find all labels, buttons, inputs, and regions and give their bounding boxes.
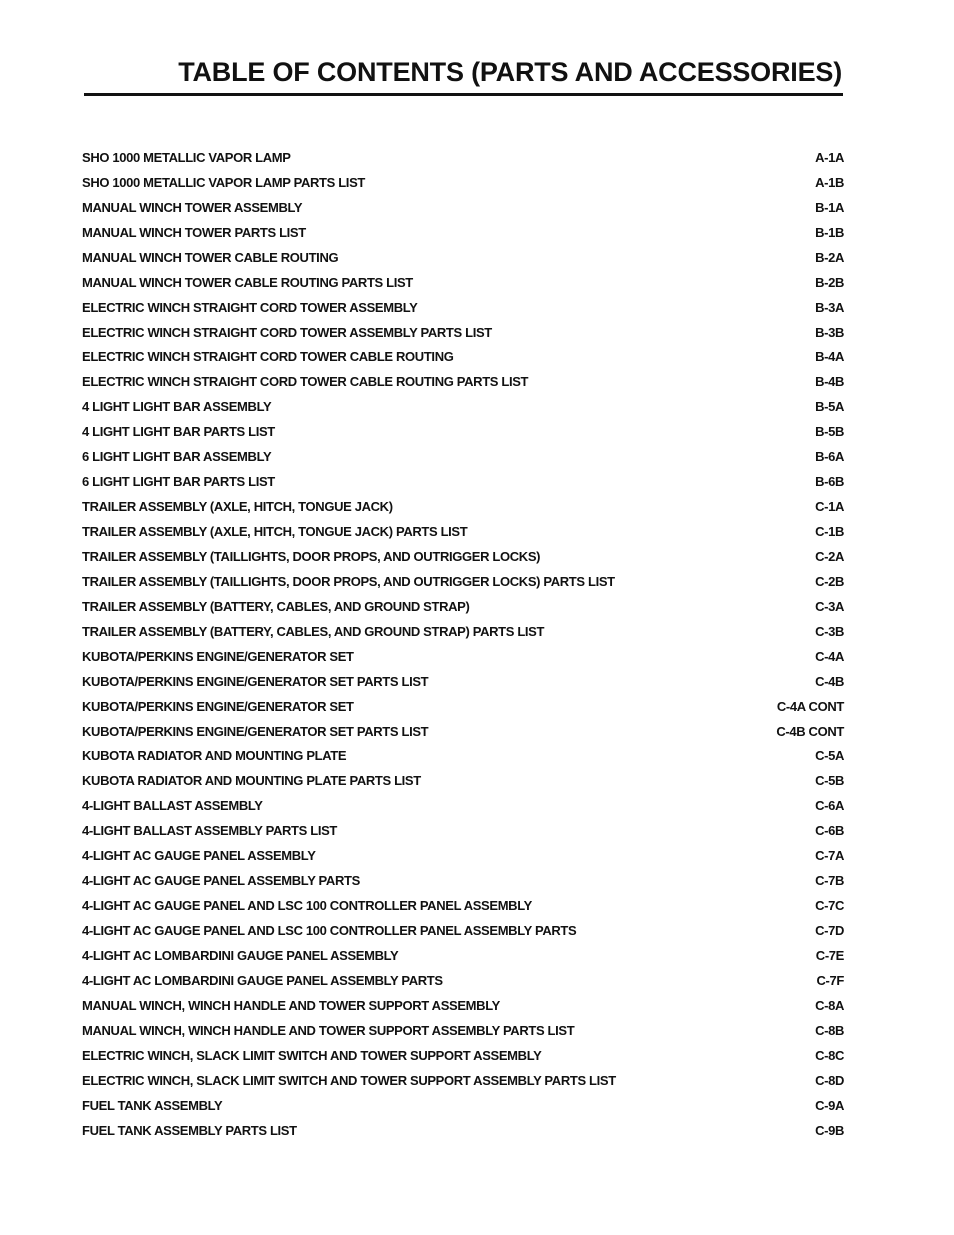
toc-entry[interactable] [82,369,844,394]
toc-entry-page-ref: C-9A [815,1097,844,1113]
toc-entry-title: MANUAL WINCH TOWER ASSEMBLY [82,199,303,215]
toc-entry[interactable] [82,719,844,744]
toc-entry[interactable] [82,918,844,943]
toc-entry-title: 4-LIGHT BALLAST ASSEMBLY [82,798,263,814]
toc-entry-title: ELECTRIC WINCH STRAIGHT CORD TOWER ASSEMBLY PARTS LIST [82,324,492,340]
toc-entry-title: TRAILER ASSEMBLY (BATTERY, CABLES, AND GROUND STRAP) PARTS LIST [82,623,545,639]
toc-entry[interactable] [82,320,844,345]
toc-entry-title: FUEL TANK ASSEMBLY [82,1097,223,1113]
toc-entry-page-ref: B-2A [815,249,844,265]
toc-entry-title: 4 LIGHT LIGHT BAR ASSEMBLY [82,399,272,415]
toc-entry-page-ref: C-9B [815,1122,844,1138]
toc-entry-page-ref: B-2B [815,274,844,290]
toc-entry-page-ref: A-1B [815,174,844,190]
toc-entry-title: 4-LIGHT AC GAUGE PANEL ASSEMBLY [82,848,316,864]
toc-entry-page-ref: B-1A [815,199,844,215]
toc-entry[interactable] [82,793,844,818]
toc-entry-title: SHO 1000 METALLIC VAPOR LAMP [82,149,291,165]
toc-entry[interactable] [82,519,844,544]
toc-entry-title: 6 LIGHT LIGHT BAR ASSEMBLY [82,449,272,465]
title-underline [84,93,843,96]
toc-entry[interactable] [82,270,844,295]
toc-entry[interactable] [82,345,844,370]
toc-entry-title: MANUAL WINCH, WINCH HANDLE AND TOWER SUPPORT ASSEMBLY PARTS LIST [82,1022,575,1038]
toc-entry-title: KUBOTA/PERKINS ENGINE/GENERATOR SET PARTS LIST [82,673,429,689]
toc-entry-title: SHO 1000 METALLIC VAPOR LAMP PARTS LIST [82,174,365,190]
toc-entry-page-ref: C-7B [815,873,844,889]
toc-entry[interactable] [82,619,844,644]
toc-entry-title: 4-LIGHT AC GAUGE PANEL AND LSC 100 CONTROLLER PANEL ASSEMBLY PARTS [82,923,577,939]
toc-entry[interactable] [82,245,844,270]
toc-entry[interactable] [82,694,844,719]
toc-entry-page-ref: C-6A [815,798,844,814]
toc-entry[interactable] [82,893,844,918]
toc-entry[interactable] [82,1093,844,1118]
toc-entry-page-ref: A-1A [815,149,844,165]
toc-entry-title: ELECTRIC WINCH, SLACK LIMIT SWITCH AND TOWER SUPPORT ASSEMBLY [82,1047,542,1063]
toc-entry[interactable] [82,744,844,769]
toc-entry[interactable] [82,768,844,793]
toc-entry-title: TRAILER ASSEMBLY (TAILLIGHTS, DOOR PROPS, AND OUTRIGGER LOCKS) PARTS LIST [82,573,615,589]
toc-entry-title: 6 LIGHT LIGHT BAR PARTS LIST [82,474,275,490]
toc-entry-title: MANUAL WINCH TOWER CABLE ROUTING [82,249,339,265]
toc-entry-page-ref: C-8D [815,1072,844,1088]
toc-entry-title: MANUAL WINCH TOWER CABLE ROUTING PARTS LIST [82,274,413,290]
toc-entry[interactable] [82,669,844,694]
toc-entry[interactable] [82,993,844,1018]
toc-entry-page-ref: B-4A [815,349,844,365]
toc-entry-page-ref: C-8C [815,1047,844,1063]
toc-entry-page-ref: B-3B [815,324,844,340]
toc-entry-title: KUBOTA RADIATOR AND MOUNTING PLATE [82,748,347,764]
table-of-contents-list [82,145,844,1143]
toc-entry-title: ELECTRIC WINCH STRAIGHT CORD TOWER ASSEMBLY [82,299,418,315]
toc-entry-page-ref: C-8B [815,1022,844,1038]
toc-entry-title: KUBOTA/PERKINS ENGINE/GENERATOR SET PARTS LIST [82,723,429,739]
toc-entry-page-ref: C-5A [815,748,844,764]
toc-entry[interactable] [82,544,844,569]
toc-entry-title: 4-LIGHT AC GAUGE PANEL AND LSC 100 CONTROLLER PANEL ASSEMBLY [82,898,532,914]
toc-entry-title: 4-LIGHT AC LOMBARDINI GAUGE PANEL ASSEMBLY PARTS [82,972,443,988]
toc-entry[interactable] [82,1068,844,1093]
toc-entry[interactable] [82,220,844,245]
toc-entry-page-ref: C-7C [815,898,844,914]
toc-entry-title: 4-LIGHT AC GAUGE PANEL ASSEMBLY PARTS [82,873,360,889]
toc-entry-page-ref: C-4A [815,648,844,664]
toc-entry-title: KUBOTA RADIATOR AND MOUNTING PLATE PARTS LIST [82,773,421,789]
toc-entry-title: 4-LIGHT AC LOMBARDINI GAUGE PANEL ASSEMBLY [82,947,399,963]
toc-entry-page-ref: C-4B CONT [776,723,844,739]
toc-entry-page-ref: C-1A [815,499,844,515]
toc-entry[interactable] [82,195,844,220]
toc-entry-page-ref: B-3A [815,299,844,315]
toc-entry-title: ELECTRIC WINCH STRAIGHT CORD TOWER CABLE ROUTING PARTS LIST [82,374,529,390]
toc-entry-page-ref: B-6B [815,474,844,490]
toc-entry-page-ref: C-2A [815,548,844,564]
toc-entry-page-ref: C-4B [815,673,844,689]
toc-entry-page-ref: C-1B [815,524,844,540]
toc-entry[interactable] [82,145,844,170]
toc-entry-page-ref: C-5B [815,773,844,789]
toc-entry-page-ref: C-7F [816,972,844,988]
toc-entry[interactable] [82,1043,844,1068]
toc-entry[interactable] [82,644,844,669]
toc-entry-page-ref: C-8A [815,997,844,1013]
toc-entry[interactable] [82,419,844,444]
toc-entry[interactable] [82,818,844,843]
toc-entry-title: MANUAL WINCH TOWER PARTS LIST [82,224,306,240]
toc-entry-title: TRAILER ASSEMBLY (BATTERY, CABLES, AND GROUND STRAP) [82,598,470,614]
toc-entry[interactable] [82,843,844,868]
toc-entry[interactable] [82,594,844,619]
toc-entry-title: TRAILER ASSEMBLY (AXLE, HITCH, TONGUE JACK) PARTS LIST [82,524,468,540]
toc-entry-page-ref: B-4B [815,374,844,390]
toc-entry-title: KUBOTA/PERKINS ENGINE/GENERATOR SET [82,698,354,714]
toc-entry-page-ref: B-5B [815,424,844,440]
toc-entry-title: FUEL TANK ASSEMBLY PARTS LIST [82,1122,297,1138]
toc-entry-page-ref: C-6B [815,823,844,839]
toc-entry-page-ref: B-5A [815,399,844,415]
toc-entry-page-ref: C-7A [815,848,844,864]
toc-entry-title: 4-LIGHT BALLAST ASSEMBLY PARTS LIST [82,823,337,839]
toc-entry[interactable] [82,394,844,419]
toc-entry-page-ref: C-7D [815,923,844,939]
toc-entry-page-ref: C-4A CONT [776,698,844,714]
toc-entry-title: TRAILER ASSEMBLY (TAILLIGHTS, DOOR PROPS, AND OUTRIGGER LOCKS) [82,548,541,564]
toc-entry-page-ref: C-3B [815,623,844,639]
toc-entry-page-ref: B-6A [815,449,844,465]
toc-entry[interactable] [82,943,844,968]
toc-entry-title: KUBOTA/PERKINS ENGINE/GENERATOR SET [82,648,354,664]
toc-entry-page-ref: B-1B [815,224,844,240]
toc-entry-title: TRAILER ASSEMBLY (AXLE, HITCH, TONGUE JACK) [82,499,393,515]
toc-entry-page-ref: C-3A [815,598,844,614]
toc-entry-page-ref: C-7E [815,947,844,963]
toc-entry-title: ELECTRIC WINCH STRAIGHT CORD TOWER CABLE ROUTING [82,349,454,365]
toc-entry[interactable] [82,868,844,893]
toc-entry-title: 4 LIGHT LIGHT BAR PARTS LIST [82,424,275,440]
toc-entry[interactable] [82,1018,844,1043]
toc-entry[interactable] [82,170,844,195]
toc-entry[interactable] [82,968,844,993]
toc-entry-title: ELECTRIC WINCH, SLACK LIMIT SWITCH AND TOWER SUPPORT ASSEMBLY PARTS LIST [82,1072,616,1088]
toc-entry[interactable] [82,444,844,469]
toc-entry[interactable] [82,569,844,594]
toc-entry[interactable] [82,494,844,519]
toc-entry[interactable] [82,1118,844,1143]
page-title: TABLE OF CONTENTS (PARTS AND ACCESSORIES) [178,57,842,87]
toc-entry-page-ref: C-2B [815,573,844,589]
toc-entry[interactable] [82,469,844,494]
toc-entry-title: MANUAL WINCH, WINCH HANDLE AND TOWER SUPPORT ASSEMBLY [82,997,500,1013]
toc-entry[interactable] [82,295,844,320]
